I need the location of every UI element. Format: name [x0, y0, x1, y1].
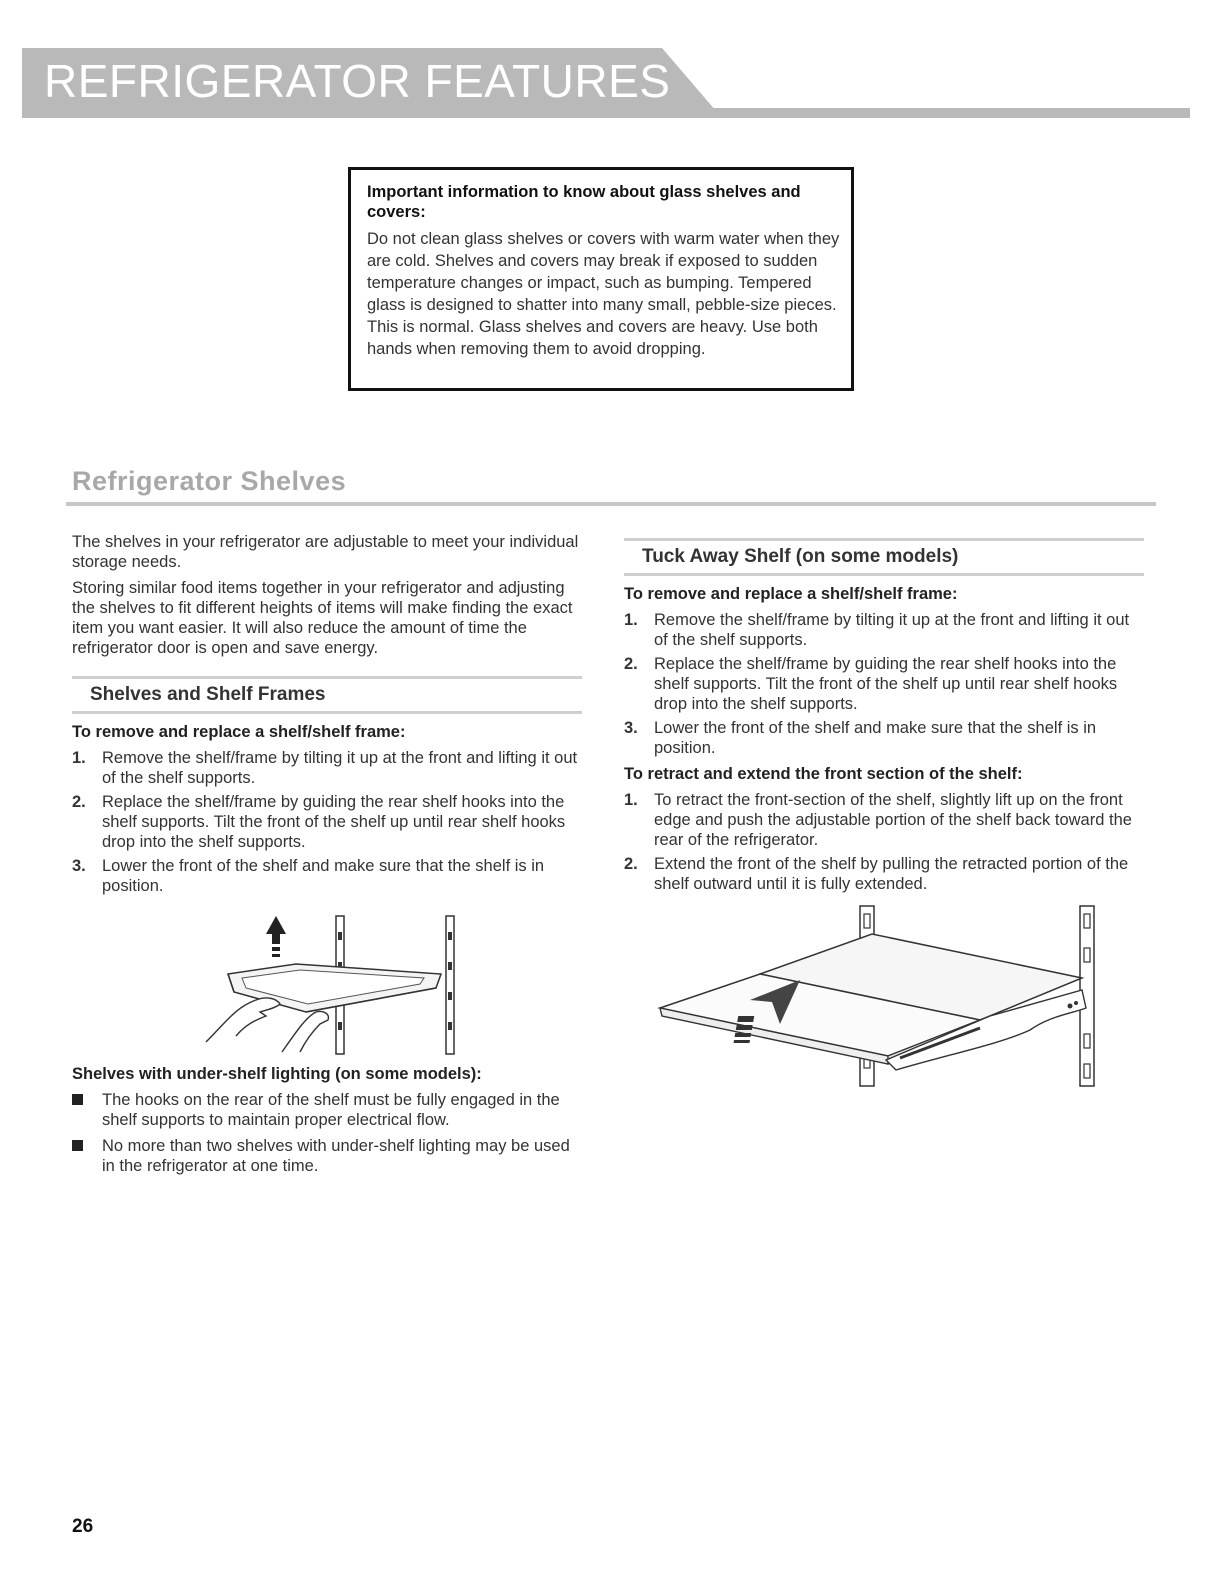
list-item [72, 1136, 582, 1176]
step-number: 3. [624, 719, 638, 737]
subhead-tuck-away-shelf: Tuck Away Shelf (on some models) [624, 538, 1144, 576]
under-shelf-lighting-lead: Shelves with under-shelf lighting (on some models): [72, 1065, 482, 1083]
step-text: To retract the front-section of the shelf, slightly lift up on the front edge and push the adjustable portion of the shelf back toward the rear of the refrigerator. [654, 791, 1132, 849]
header-rule [22, 108, 1190, 118]
step-text: Replace the shelf/frame by guiding the rear shelf hooks into the shelf supports. Tilt the front of the shelf up until rear shelf hooks drop into the shelf supports. [102, 793, 566, 851]
step-text: Remove the shelf/frame by tilting it up at the front and lifting it out of the shelf supports. [654, 611, 1130, 649]
step-number: 3. [72, 857, 86, 875]
step-text: Lower the front of the shelf and make sure that the shelf is in position. [654, 719, 1097, 757]
glass-shelves-notice [348, 167, 854, 391]
bullet-square-icon [72, 1094, 83, 1105]
step-number: 2. [624, 655, 638, 673]
left-lighting-section [72, 1064, 582, 1182]
bullet-text: The hooks on the rear of the shelf must be fully engaged in the shelf supports to maintain proper electrical flow. [102, 1091, 560, 1129]
retract-extend-steps [624, 790, 1144, 894]
list-item [624, 610, 1144, 650]
retract-extend-lead: To retract and extend the front section of the shelf: [624, 765, 1023, 783]
step-text: Extend the front of the shelf by pulling the retracted portion of the shelf outward until it is fully extended. [654, 855, 1129, 893]
lighting-bullets [72, 1090, 582, 1176]
page-number: 26 [72, 1516, 94, 1537]
header-banner [22, 48, 1190, 120]
bullet-text: No more than two shelves with under-shelf lighting may be used in the refrigerator at one time. [102, 1137, 570, 1175]
remove-replace-lead: To remove and replace a shelf/shelf frame: [72, 723, 406, 741]
step-text: Remove the shelf/frame by tilting it up at the front and lifting it out of the shelf supports. [102, 749, 578, 787]
intro-paragraph-2: Storing similar food items together in your refrigerator and adjusting the shelves to fit different heights of items will make finding the exact item you want easier. It will also reduce the amount of time the refrigerator door is open and save energy. [72, 579, 573, 657]
step-number: 1. [624, 611, 638, 629]
step-number: 2. [624, 855, 638, 873]
list-item [72, 748, 582, 788]
page-title: REFRIGERATOR FEATURES [44, 55, 671, 107]
subhead-shelves-frames: Shelves and Shelf Frames [72, 676, 582, 714]
list-item [72, 1090, 582, 1130]
right-column [624, 538, 1144, 900]
intro-paragraph-1: The shelves in your refrigerator are adjustable to meet your individual storage needs. [72, 533, 579, 571]
step-text: Lower the front of the shelf and make sure that the shelf is in position. [102, 857, 545, 895]
list-item [624, 854, 1144, 894]
step-number: 2. [72, 793, 86, 811]
shelf-lift-illustration [196, 912, 476, 1058]
left-column [72, 532, 582, 902]
list-item [624, 718, 1144, 758]
list-item [72, 792, 582, 852]
tuck-away-shelf-illustration [650, 904, 1110, 1088]
list-item [72, 856, 582, 896]
step-number: 1. [72, 749, 86, 767]
step-text: Replace the shelf/frame by guiding the rear shelf hooks into the shelf supports. Tilt the front of the shelf up until rear shelf hooks drop into the shelf supports. [654, 655, 1118, 713]
tuck-remove-replace-steps [624, 610, 1144, 758]
step-number: 1. [624, 791, 638, 809]
remove-replace-steps [72, 748, 582, 896]
notice-body: Do not clean glass shelves or covers with warm water when they are cold. Shelves and covers may break if exposed to sudden temperature changes or impact, such as bumping. Tempered glass is designed to shatter into many small, pebble-size pieces. This is normal. Glass shelves and covers are heavy. Use both hands when removing them to avoid dropping. [367, 230, 840, 358]
list-item [624, 654, 1144, 714]
section-rule [66, 502, 1156, 506]
tuck-remove-replace-lead: To remove and replace a shelf/shelf frame: [624, 585, 958, 603]
notice-heading: Important information to know about glass shelves and covers: [367, 183, 801, 221]
bullet-square-icon [72, 1140, 83, 1151]
section-title: Refrigerator Shelves [72, 466, 347, 496]
list-item [624, 790, 1144, 850]
